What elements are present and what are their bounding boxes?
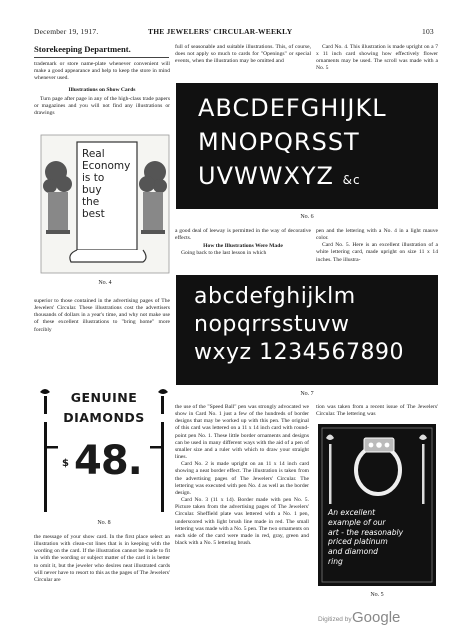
figure-8-caption: No. 8 (97, 520, 111, 526)
col1-block1 (34, 61, 170, 117)
figure-7-caption: No. 7 (300, 391, 314, 397)
col2-paragraph-6: Card No. 3 (11 x 14). Border made with pen No. 5. Picture taken from the advertising pages of The Jewelers' Circular. Sheffield plate was lettered with a No. 1 pen, underscored with light brush line made in red. The small lettering was made with a No. 5 pen. The two ornaments on each side of the card were made in red, gray, green and black with a No. 5 lettering brush. (175, 497, 309, 546)
fig5-line-2: example of our (328, 517, 386, 527)
col2-block1 (175, 44, 311, 65)
fig6-extra: &c (342, 173, 361, 187)
col1-paragraph-1: trademark or store name-plate whenever convenient will make a good appearance and help to keep the store in mind whenever used. (34, 61, 170, 82)
fig4-line-4: buy (82, 184, 102, 196)
fig6-line-3: UVWWXYZ (198, 162, 334, 190)
fig5-line-5: and diamond (328, 547, 378, 557)
fig4-line-1: Real (82, 148, 105, 160)
fig7-line-3: wxyz 1234567890 (194, 340, 405, 365)
figure-5-card (318, 424, 436, 586)
fig8-line-2: DIAMONDS (63, 410, 145, 425)
section-rule (34, 57, 169, 58)
fig8-line-1: GENUINE (70, 390, 138, 405)
fig4-line-2: Economy (82, 160, 131, 172)
col2-subhead: How the Illustrations Were Made (203, 243, 283, 250)
col3-paragraph-3: Card No. 5. Here is an excellent illustration of a white lettering card, made upright on size 11 x 14 inches. The illustra- (316, 242, 438, 263)
col2-paragraph-5: Card No. 2 is made upright on an 11 x 14 inch card showing a neat border effect. The illustration is taken from the advertising pages of The Jewelers' Circular. The lettering was executed with pen No. 4 as well as the border design. (175, 461, 309, 496)
figure-4-card (40, 134, 170, 274)
section-title: Storekeeping Department. (34, 44, 131, 54)
col3-paragraph-4: tion was taken from a recent issue of The Jewelers' Circular. The lettering was (316, 404, 438, 418)
fig5-line-3: art - the reasonably (328, 527, 404, 537)
figure-6-card (176, 83, 438, 209)
col1-block3 (34, 534, 170, 584)
col3-paragraph-1: Card No. 4. This illustration is made upright on a 7 x 11 inch card showing how effectively flower ornaments may be used. The scroll was made with a No. 5 (316, 44, 438, 72)
col1-subhead: Illustrations on Show Cards (68, 87, 136, 94)
col2-paragraph-3: Going back to the last lesson in which (181, 250, 267, 257)
fig4-line-3: is to (82, 172, 105, 184)
fig7-line-1: abcdefghijklm (194, 284, 356, 309)
fig5-line-6: ring (328, 556, 343, 566)
header-title: THE JEWELERS' CIRCULAR-WEEKLY (148, 27, 293, 36)
fig7-line-2: nopqrrsstuvw (194, 312, 350, 337)
digitized-label: Digitized by (318, 616, 352, 623)
col3-block1 (316, 44, 438, 73)
figure-7-card (176, 275, 438, 385)
fig8-dollar-sign: $ (62, 458, 69, 469)
figure-6-caption: No. 6 (300, 214, 314, 220)
fig5-line-1: An excellent (328, 508, 376, 517)
col1-paragraph-4: the message of your show card. In the first place select an illustration with clean-cut lines that is in keeping with the wording on the card. If the illustration cannot be made to fit in with the wording or subject matter of the card it is better to omit it, but the jeweler who desires neat illustrated cards will never have to resort to this as the pages of The Jewelers' Circular are (34, 534, 170, 583)
col2-paragraph-2: a good deal of leeway is permitted in the way of decorative effects. (175, 228, 311, 242)
fig6-line-1: ABCDEFGHIJKL (198, 94, 387, 122)
figure-5-caption: No. 5 (370, 592, 384, 598)
col3-block3 (316, 404, 438, 418)
col1-paragraph-3: superior to those contained in the advertising pages of The Jewelers' Circular. These illustrations cost the advertisers thousands of dollars in a year's time, and why not make use of these excellent illustrations to "bring home" more forcibly (34, 298, 170, 333)
col1-paragraph-2: Turn page after page in any of the high-class trade papers or magazines and you will not find any illustrations or drawings (34, 95, 170, 116)
col2-block2 (175, 228, 311, 258)
fig5-line-4: priced platinum (328, 537, 388, 547)
col2-block3 (175, 404, 309, 547)
col2-paragraph-1: full of seasonable and suitable illustrations. This, of course, does not apply so much to cards for "Openings" or special events, when the illustration may be omitted and (175, 44, 311, 65)
fig6-line-2: MNOPQRSST (198, 128, 360, 156)
fig4-line-5: the (82, 196, 100, 208)
figure-8-card (34, 388, 174, 512)
col3-paragraph-2: pen and the lettering with a No. 4 in a light mauve color. (316, 228, 438, 242)
col2-paragraph-4: the use of the "Speed Ball" pen was strongly advocated we show in Card No. 1 just a few of the hundreds of border designs that may be worked up with this pen. The original of this card was lettered on a 11 x 14 inch card with round-point pen No. 1. These little border ornaments and designs can be used in many different ways with the aid of a pen of smaller size and a ruler with which to draw your straight lines. (175, 404, 309, 461)
fig8-price: 48. (74, 438, 142, 484)
col1-block2 (34, 298, 170, 334)
col3-block2 (316, 228, 438, 264)
header-date: December 19, 1917. (34, 27, 99, 36)
google-logo: Google (352, 609, 401, 626)
fig4-line-6: best (82, 208, 105, 220)
page-number: 103 (422, 27, 434, 36)
figure-4-caption: No. 4 (98, 280, 112, 286)
